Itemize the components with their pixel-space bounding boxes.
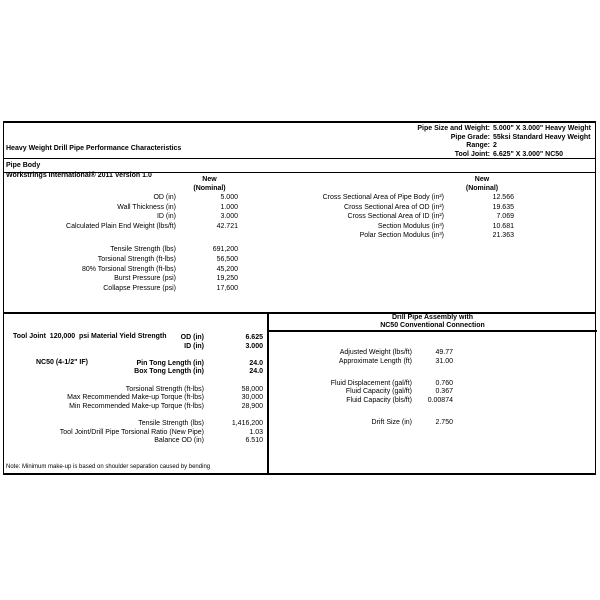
row-label: Tensile Strength (lbs)	[138, 419, 204, 427]
table-row	[4, 368, 263, 377]
row-group	[4, 245, 238, 293]
table-row	[4, 403, 263, 412]
row-value: 24.0	[249, 359, 263, 367]
row-label: Balance OD (in)	[154, 437, 204, 445]
table-row	[4, 360, 263, 369]
row-value: 21.363	[492, 232, 514, 240]
table-row	[268, 349, 453, 358]
row-group	[4, 420, 263, 446]
row-label: Polar Section Modulus (in³)	[359, 232, 444, 240]
table-row	[190, 125, 600, 134]
row-label: Fluid Capacity (gal/ft)	[345, 388, 412, 396]
row-value: 2	[493, 142, 497, 150]
row-label: Min Recommended Make-up Torque (ft-lbs)	[69, 402, 204, 410]
pipe-body-right-column-header	[450, 176, 514, 193]
row-group	[268, 349, 453, 366]
table-row	[4, 429, 263, 438]
row-value: 1.000	[220, 203, 238, 211]
row-value: 691,200	[212, 246, 238, 254]
row-label: Approximate Length (ft)	[338, 357, 412, 365]
row-label: Box Tong Length (in)	[134, 368, 204, 376]
row-value: 6.625" X 3.000" NC50	[493, 151, 564, 159]
table-row	[4, 394, 263, 403]
row-label: ID (in)	[184, 342, 204, 350]
table-row	[4, 334, 263, 343]
row-label: Cross Sectional Area of Pipe Body (in²)	[322, 194, 444, 201]
assembly-title-line1: Drill Pipe Assembly with	[391, 313, 474, 321]
row-group	[154, 193, 514, 241]
table-row	[268, 419, 453, 428]
row-label: Pipe Size and Weight:	[417, 125, 490, 132]
pipe-body-left-column-header	[181, 176, 238, 193]
row-value: 5.000	[220, 194, 238, 201]
table-row	[4, 284, 238, 294]
row-value: 17,600	[216, 284, 238, 292]
table-row	[268, 380, 453, 389]
row-value: 31.00	[435, 357, 453, 365]
tool-joint-rows	[4, 334, 263, 446]
row-value: 1,416,200	[231, 419, 263, 427]
row-label: Range:	[466, 142, 490, 150]
table-row	[4, 265, 238, 275]
row-value: 45,200	[216, 265, 238, 273]
row-value: 19,250	[216, 275, 238, 283]
row-label: Fluid Displacement (gal/ft)	[330, 379, 412, 387]
row-label: ID (in)	[156, 213, 176, 221]
row-value: 0.760	[435, 379, 453, 387]
table-row	[154, 222, 514, 232]
row-label: Adjusted Weight (lbs/ft)	[339, 349, 412, 356]
datasheet-table	[3, 121, 596, 475]
row-label: Tensile Strength (lbs)	[110, 246, 176, 254]
table-row	[154, 231, 514, 241]
pipe-body-section-property-rows	[154, 193, 514, 241]
row-group	[268, 380, 453, 406]
pipe-body-section-title: Pipe Body	[4, 160, 595, 173]
row-value: 5.000" X 3.000" Heavy Weight	[493, 125, 591, 132]
row-value: 56,500	[216, 255, 238, 263]
table-row	[190, 151, 600, 160]
row-label: 80% Torsional Strength (ft-lbs)	[81, 265, 176, 273]
row-value: 3.000	[220, 213, 238, 221]
row-value: 55ksi Standard Heavy Weight	[493, 133, 591, 141]
column-header-new: New	[474, 176, 490, 183]
row-value: 42.721	[216, 222, 238, 230]
table-row	[4, 343, 263, 352]
row-label: Max Recommended Make-up Torque (ft-lbs)	[67, 394, 204, 402]
document-version: Workstrings International® 2011 Version 1.0	[6, 172, 152, 179]
row-value: 1.03	[249, 428, 263, 436]
table-row	[154, 212, 514, 222]
tool-joint-title-line2: NC50 (4-1/2" IF)	[36, 358, 88, 366]
row-label: Cross Sectional Area of ID (in²)	[347, 213, 444, 221]
row-value: 6.510	[245, 437, 263, 445]
row-label: Collapse Pressure (psi)	[103, 284, 176, 292]
row-label: Pin Tong Length (in)	[136, 359, 204, 367]
row-value: 10.681	[492, 222, 514, 230]
row-label: Torsional Strength (ft-lbs)	[125, 385, 204, 393]
row-value: 6.625	[245, 334, 263, 341]
table-row	[154, 203, 514, 213]
row-value: 58,000	[241, 385, 263, 393]
table-row	[268, 388, 453, 397]
table-row	[4, 420, 263, 429]
assembly-section-title	[269, 312, 597, 332]
row-value: 24.0	[249, 368, 263, 376]
table-row	[190, 134, 600, 143]
column-header-new: New	[202, 176, 217, 183]
row-value: 30,000	[241, 394, 263, 402]
row-value: 7.069	[496, 213, 514, 221]
assembly-rows	[268, 349, 453, 428]
tool-joint-title-line1: Tool Joint 120,000 psi Material Yield Strength	[13, 333, 167, 340]
row-value: 2.750	[435, 418, 453, 426]
row-label: Drift Size (in)	[371, 418, 412, 426]
row-label: OD (in)	[180, 334, 204, 341]
row-label: Wall Thickness (in)	[117, 203, 176, 211]
column-header-nominal: (Nominal)	[193, 184, 226, 192]
table-row	[4, 437, 263, 446]
table-row	[190, 142, 600, 151]
row-group	[190, 125, 600, 160]
row-group	[4, 386, 263, 412]
row-value: 0.00874	[427, 396, 453, 404]
row-label: Fluid Capacity (bls/ft)	[346, 396, 412, 404]
row-value: 49.77	[435, 349, 453, 356]
row-label: OD (in)	[153, 194, 176, 201]
pipe-info-rows	[190, 125, 600, 160]
table-row	[268, 397, 453, 406]
document-title: Heavy Weight Drill Pipe Performance Characteristics	[6, 145, 182, 152]
row-value: 12.566	[492, 194, 514, 201]
assembly-title-line2: NC50 Conventional Connection	[380, 322, 485, 330]
table-row	[4, 274, 238, 284]
row-value: 3.000	[245, 342, 263, 350]
row-group	[4, 360, 263, 377]
table-row	[268, 358, 453, 367]
row-label: Tool Joint/Drill Pipe Torsional Ratio (New Pipe)	[59, 428, 204, 436]
column-header-nominal: (Nominal)	[465, 184, 499, 192]
row-label: Burst Pressure (psi)	[114, 275, 176, 283]
row-label: Torsional Strength (ft-lbs)	[97, 255, 176, 263]
table-row	[4, 386, 263, 395]
row-label: Tool Joint:	[454, 151, 490, 159]
row-label: Calculated Plain End Weight (lbs/ft)	[66, 222, 176, 230]
row-group	[4, 334, 263, 351]
row-label: Pipe Grade:	[450, 133, 490, 141]
table-row	[4, 245, 238, 255]
table-row	[154, 193, 514, 203]
footnote: Note: Minimum make-up is based on shoulder separation caused by bending	[6, 464, 211, 470]
row-label: Section Modulus (in³)	[377, 222, 444, 230]
row-value: 28,900	[241, 402, 263, 410]
row-value: 19.635	[492, 203, 514, 211]
row-group	[268, 419, 453, 428]
row-label: Cross Sectional Area of OD (in²)	[344, 203, 444, 211]
row-value: 0.367	[435, 388, 453, 396]
table-row	[4, 255, 238, 265]
